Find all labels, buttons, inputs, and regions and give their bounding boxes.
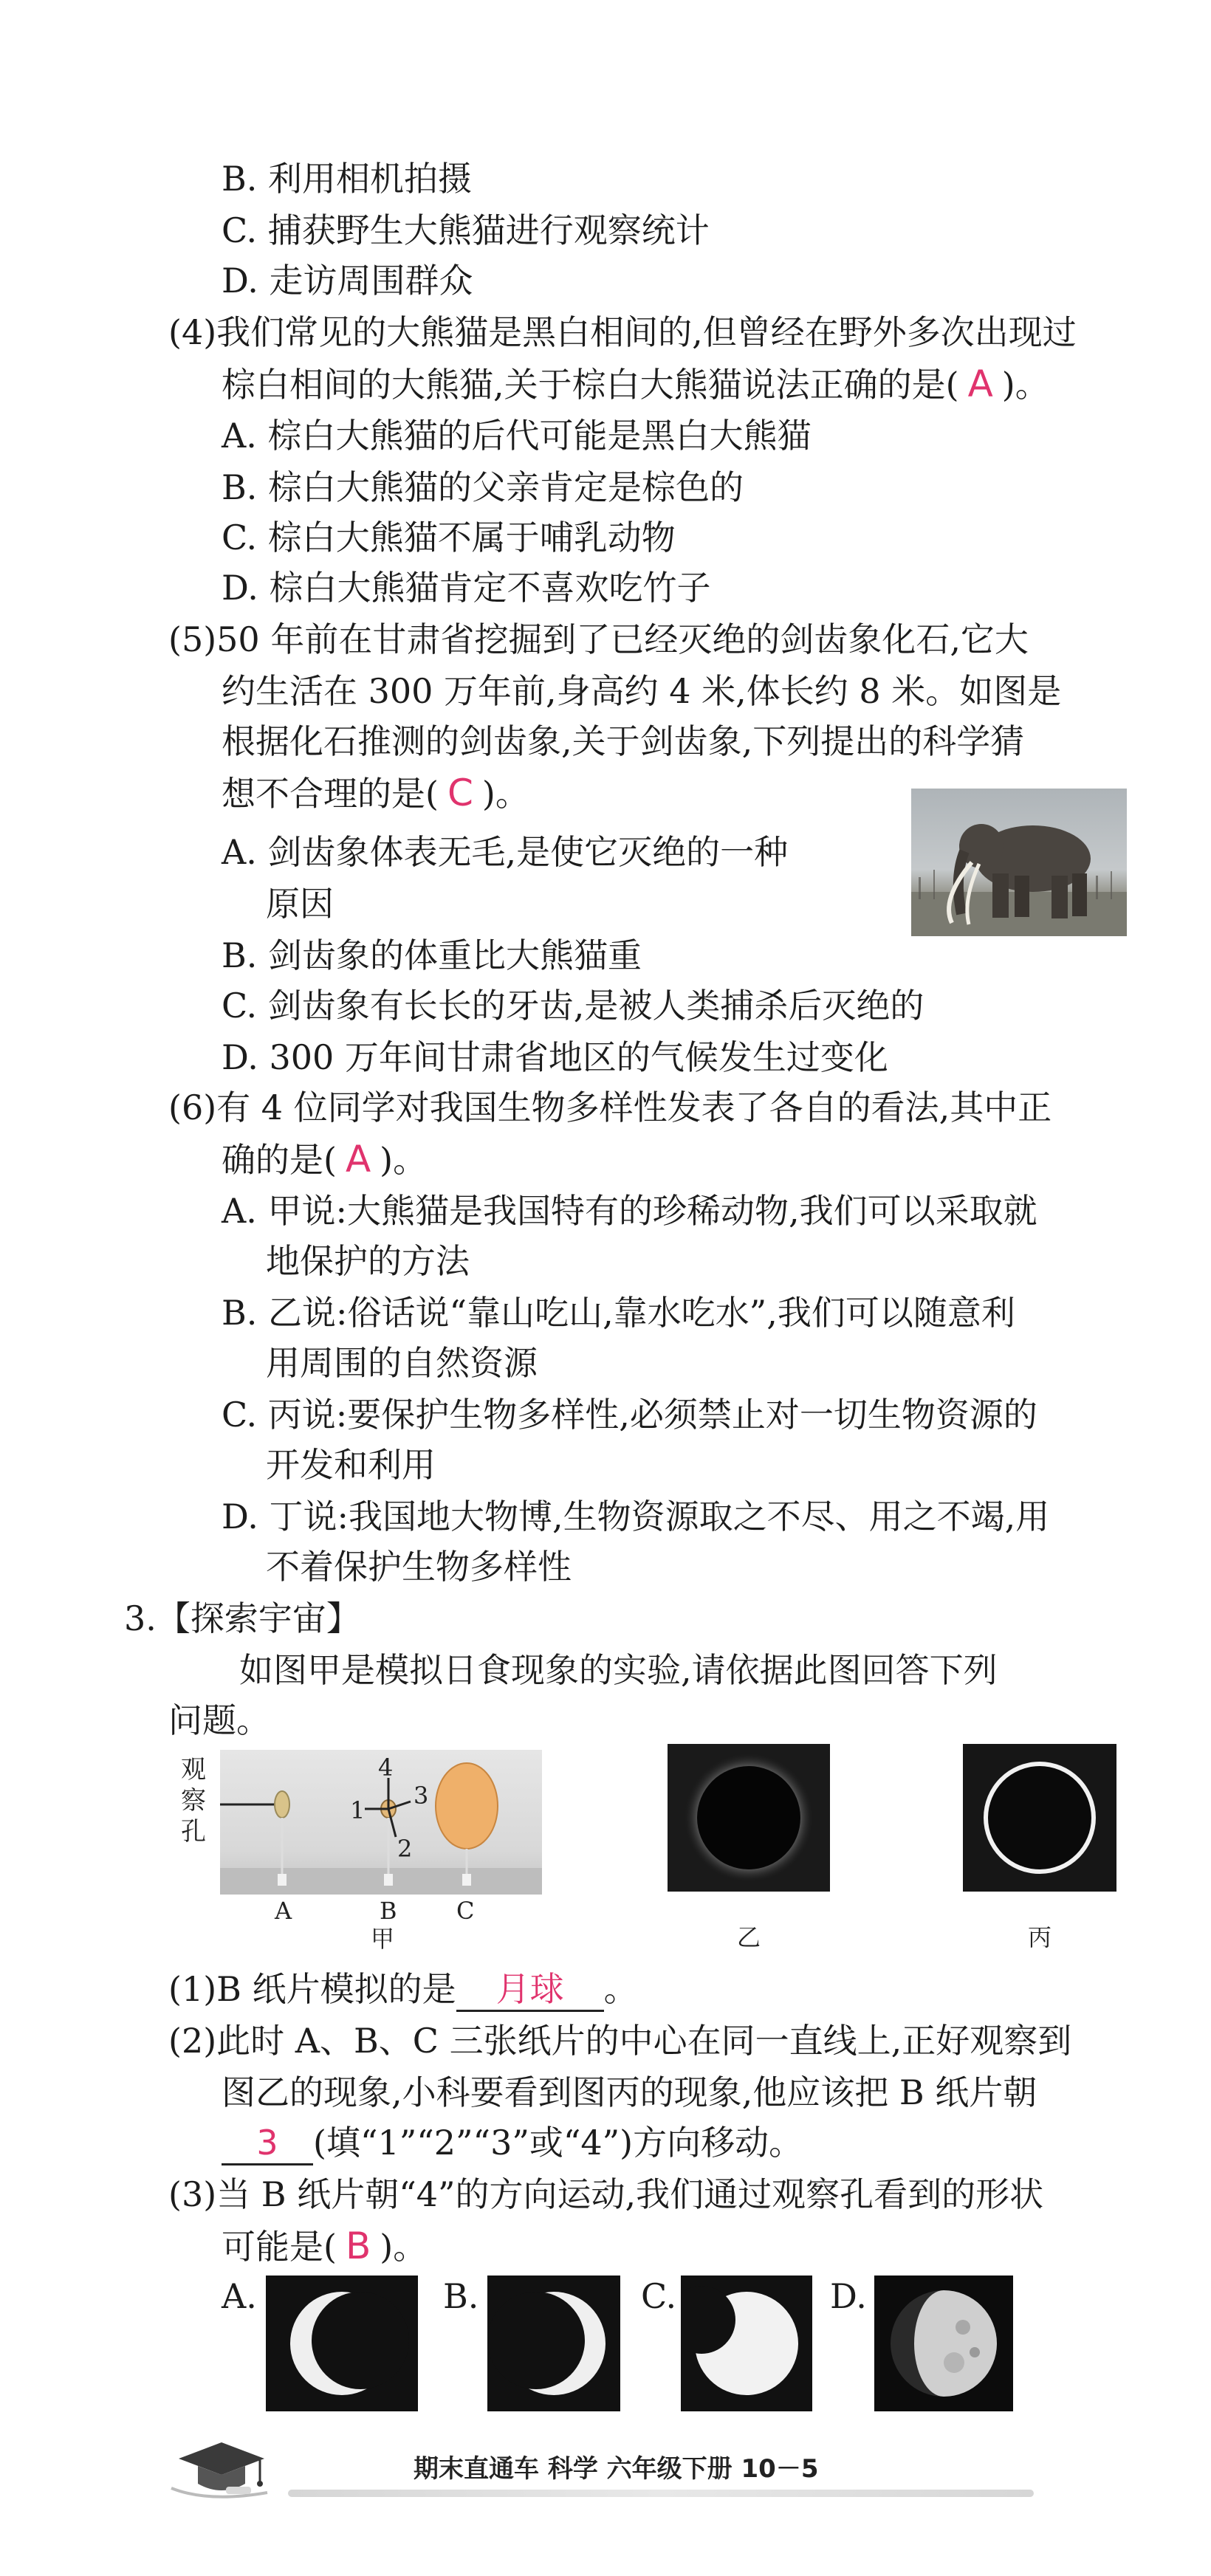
crescent-left-icon — [266, 2276, 418, 2411]
section3-intro-line2: 问题。 — [168, 1700, 270, 1740]
s3-q2-text: (填“1”“2”“3”或“4”)方向移动。 — [313, 2123, 803, 2163]
option-a-image — [266, 2276, 418, 2411]
total-eclipse-icon — [668, 1744, 830, 1892]
direction-4-label: 4 — [378, 1754, 394, 1782]
graduation-cap-logo — [164, 2429, 275, 2510]
s3-q3-option-d-label: D. — [830, 2276, 867, 2316]
q5-option-d: D. 300 万年间甘肃省地区的气候发生过变化 — [222, 1037, 888, 1077]
annular-eclipse-icon — [963, 1744, 1116, 1892]
s3-q1-answer: 月球 — [456, 1968, 604, 2012]
q6-option-b-line1: B. 乙说:俗话说“靠山吃山,靠水吃水”,我们可以随意利 — [222, 1293, 1015, 1333]
q3-option-b: B. 利用相机拍摄 — [222, 159, 473, 199]
q6-stem-text: 确的是( — [222, 1140, 337, 1180]
paper-a-label: A — [275, 1897, 292, 1925]
s3-q1 — [168, 1967, 638, 2012]
q4-option-c: C. 棕白大熊猫不属于哺乳动物 — [222, 518, 676, 557]
footer-text: 期末直通车 科学 六年级下册 10－5 — [414, 2454, 819, 2484]
q6-option-a-line2: 地保护的方法 — [266, 1241, 470, 1281]
figure-yi-caption: 乙 — [737, 1923, 761, 1951]
experiment-photo — [220, 1750, 542, 1895]
q4-option-d: D. 棕白大熊猫肯定不喜欢吃竹子 — [222, 568, 711, 608]
s3-q3-close: )。 — [380, 2227, 428, 2267]
s3-q3-option-a-label: A. — [222, 2276, 257, 2316]
q6-option-a-line1: A. 甲说:大熊猫是我国特有的珍稀动物,我们可以采取就 — [222, 1191, 1037, 1231]
crescent-right-icon — [487, 2276, 620, 2411]
s3-q3-option-c-label: C. — [641, 2276, 677, 2316]
observation-hole-label: 观察孔 — [181, 1755, 206, 1847]
q4-option-b: B. 棕白大熊猫的父亲肯定是棕色的 — [222, 467, 744, 507]
q5-stem-line3: 根据化石推测的剑齿象,关于剑齿象,下列提出的科学猜 — [222, 721, 1025, 761]
s3-q3-answer: B — [345, 2225, 371, 2267]
q6-close: )。 — [380, 1140, 428, 1180]
option-d-image — [874, 2276, 1013, 2411]
s3-q2-line1: (2)此时 A、B、C 三张纸片的中心在同一直线上,正好观察到 — [168, 2021, 1072, 2061]
q5-close: )。 — [481, 774, 529, 814]
q6-option-d-line2: 不着保护生物多样性 — [266, 1547, 572, 1587]
q4-answer: A — [967, 363, 993, 405]
q4-option-a: A. 棕白大熊猫的后代可能是黑白大熊猫 — [222, 416, 812, 456]
q5-stem-line2: 约生活在 300 万年前,身高约 4 米,体长约 8 米。如图是 — [222, 671, 1062, 711]
q5-option-a-line2: 原因 — [266, 884, 334, 924]
q5-option-c: C. 剑齿象有长长的牙齿,是被人类捕杀后灭绝的 — [222, 986, 924, 1026]
q6-stem-line2 — [222, 1137, 427, 1182]
q5-stem-text: 想不合理的是( — [222, 774, 439, 814]
eclipse-annular-photo — [963, 1744, 1116, 1892]
s3-q2-line2: 图乙的现象,小科要看到图丙的现象,他应该把 B 纸片朝 — [222, 2072, 1037, 2112]
footer-bar — [288, 2490, 1034, 2497]
direction-1-label: 1 — [350, 1796, 366, 1824]
q3-option-c: C. 捕获野生大熊猫进行观察统计 — [222, 210, 710, 250]
eclipse-total-photo — [668, 1744, 830, 1892]
q6-option-c-line2: 开发和利用 — [266, 1445, 436, 1485]
figure-bing-caption: 丙 — [1028, 1923, 1052, 1951]
option-c-image — [681, 2276, 812, 2411]
elephant-icon — [911, 789, 1127, 936]
gibbous-icon — [681, 2276, 812, 2411]
s3-q1-text: (1)B 纸片模拟的是 — [168, 1969, 456, 2009]
s3-q3-line2 — [222, 2224, 427, 2269]
q6-stem-line1: (6)有 4 位同学对我国生物多样性发表了各自的看法,其中正 — [168, 1088, 1052, 1127]
s3-q2-line3 — [222, 2120, 803, 2165]
figure-jia-caption: 甲 — [371, 1925, 395, 1953]
q6-option-d-line1: D. 丁说:我国地大物博,生物资源取之不尽、用之不竭,用 — [222, 1497, 1050, 1536]
q6-answer: A — [345, 1138, 371, 1181]
direction-3-label: 3 — [414, 1782, 429, 1810]
q6-option-c-line1: C. 丙说:要保护生物多样性,必须禁止对一切生物资源的 — [222, 1395, 1037, 1435]
graduation-cap-icon — [164, 2429, 275, 2510]
direction-2-label: 2 — [397, 1835, 413, 1863]
stegodon-photo — [911, 789, 1127, 936]
paper-c-label: C — [456, 1897, 475, 1925]
q5-answer: C — [447, 772, 473, 814]
s3-q3-text: 可能是( — [222, 2227, 337, 2267]
s3-q3-option-b-label: B. — [443, 2276, 479, 2316]
moon-phase-icon — [874, 2276, 1013, 2411]
q4-stem-text: 棕白相间的大熊猫,关于棕白大熊猫说法正确的是( — [222, 365, 959, 405]
q5-option-b: B. 剑齿象的体重比大熊猫重 — [222, 935, 642, 975]
s3-q2-answer: 3 — [222, 2122, 313, 2165]
paper-b-label: B — [380, 1897, 397, 1925]
q4-close: )。 — [1001, 365, 1049, 405]
q3-option-d: D. 走访周围群众 — [222, 261, 473, 300]
option-b-image — [487, 2276, 620, 2411]
section3-title: 3.【探索宇宙】 — [124, 1598, 360, 1638]
q4-stem-line2 — [222, 362, 1049, 407]
q5-option-a-line1: A. 剑齿象体表无毛,是使它灭绝的一种 — [222, 832, 789, 872]
s3-q1-close: 。 — [603, 1969, 638, 2009]
q6-option-b-line2: 用周围的自然资源 — [266, 1343, 538, 1383]
q4-stem-line1: (4)我们常见的大熊猫是黑白相间的,但曾经在野外多次出现过 — [168, 312, 1077, 352]
q5-stem-line1: (5)50 年前在甘肃省挖掘到了已经灭绝的剑齿象化石,它大 — [168, 619, 1029, 659]
q5-stem-line4 — [222, 771, 529, 816]
s3-q3-line1: (3)当 B 纸片朝“4”的方向运动,我们通过观察孔看到的形状 — [168, 2174, 1044, 2214]
section3-intro-line1: 如图甲是模拟日食现象的实验,请依据此图回答下列 — [239, 1650, 998, 1690]
